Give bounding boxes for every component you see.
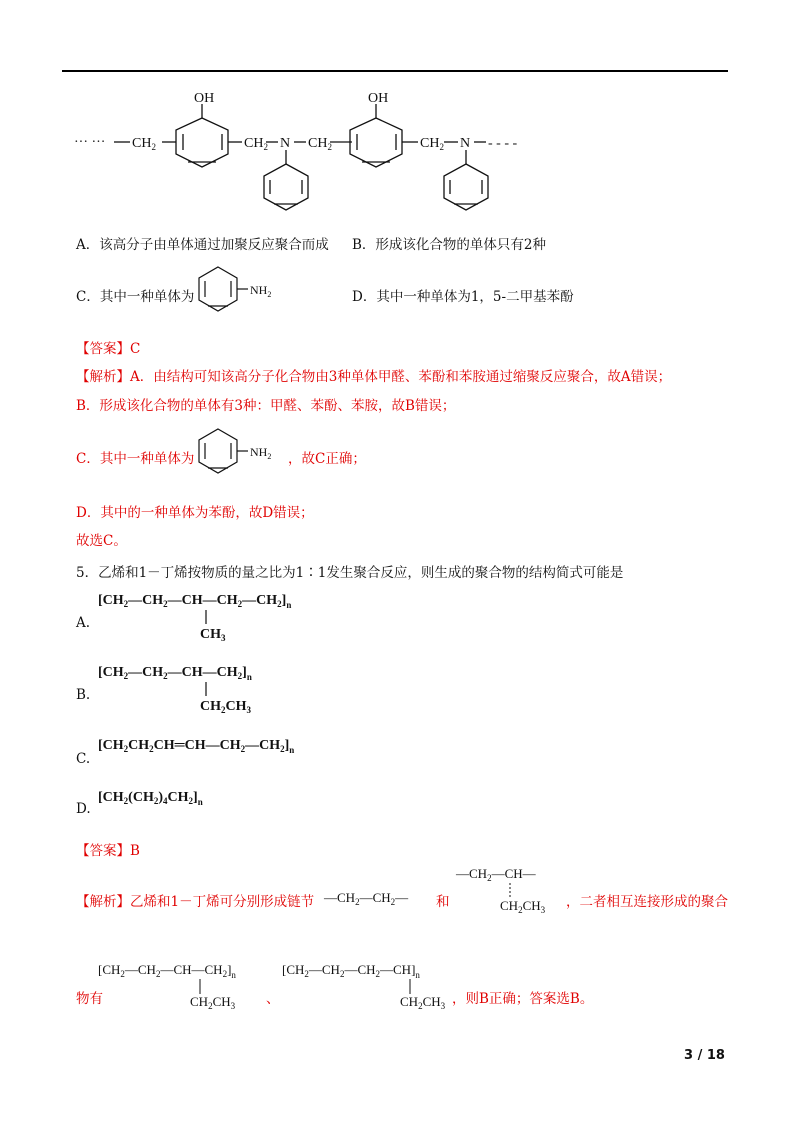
svg-text:CH2CH3: $CH_2CH_3$ (500, 898, 546, 915)
svg-text:—CH2—CH—: $—CH_2—CH—$ (456, 866, 536, 883)
q4-answer: 【答案】C (76, 341, 141, 357)
svg-text:[CH2CH2CH═CH—CH2—CH2]n: $[CH_2CH_2CH═CH—CH_2—CH_2]_n$ (98, 738, 295, 755)
svg-text:—CH2—CH2—: $—CH_2—CH_2—$ (324, 890, 409, 907)
svg-text:[CH2—CH2—CH2—CH]n: $[CH_2—CH_2—CH_2—CH]_n$ (282, 962, 420, 980)
svg-text:CH2CH3: $CH_2CH_3$ (190, 994, 236, 1011)
chain-left-dots: ··· ··· (74, 135, 106, 150)
n-label-1: N (280, 136, 291, 151)
n-label-2: N (460, 136, 471, 151)
svg-text:CH2: $CH_2$ (308, 136, 332, 152)
svg-text:[CH2—CH2—CH—CH2]n: $[CH_2—CH_2—CH—CH_2]_n$ (98, 665, 252, 682)
svg-text:CH2: $CH_2$ (132, 136, 156, 152)
q5-product-structure-2 (280, 958, 456, 1014)
q5-label-c: C. (76, 751, 91, 767)
header-rule (62, 70, 728, 72)
q5-line2-sep: 、 (266, 991, 280, 1007)
q4-option-c: C．其中一种单体为 (76, 289, 195, 305)
q4-analysis-line1: 【解析】A．由结构可知该高分子化合物由3种单体甲醛、苯酚和苯胺通过缩聚反应聚合，故A错误； (76, 369, 672, 385)
svg-text:NH2: $NH_2$ (250, 283, 272, 299)
q4-option-a: A．该高分子由单体通过加聚反应聚合而成 (76, 237, 329, 253)
ethylene-unit-structure (322, 886, 440, 910)
svg-text:CH2: $CH_2$ (420, 136, 444, 152)
q4-analysis-c-suffix: ，故C正确； (288, 451, 366, 467)
q5-label-a: A. (76, 615, 91, 631)
q4-analysis-line2: B．形成该化合物的单体有3种：甲醛、苯酚、苯胺，故B错误； (76, 398, 456, 414)
q4-analysis-line4: D．其中的一种单体为苯酚，故D错误； (76, 505, 314, 521)
svg-text:[CH2—CH2—CH—CH2—CH2]n: $[CH_2—CH_2—CH—CH_2—CH_2]_n$ (98, 593, 292, 610)
oh-label-1: OH (194, 92, 215, 106)
svg-text:CH2CH3: $CH_2CH_3$ (400, 994, 446, 1011)
q5-option-d-structure (96, 784, 296, 810)
q5-label-d: D. (76, 801, 91, 817)
q4-analysis-c-prefix: C．其中一种单体为 (76, 451, 195, 467)
q5-option-a-structure (96, 588, 336, 648)
q5-option-b-structure (96, 660, 336, 720)
oh-label-2: OH (368, 92, 389, 106)
q5-product-structure-1 (96, 958, 272, 1014)
chain-right-dots: - - - - (488, 136, 518, 151)
aniline-structure-analysis (196, 426, 286, 478)
q4-option-b: B．形成该化合物的单体只有2种 (352, 237, 547, 253)
aniline-structure-option (196, 264, 286, 316)
q5-line2-suffix: ，则B正确；答案选B。 (452, 991, 594, 1007)
svg-text:CH2CH3: $CH_2CH_3$ (200, 699, 251, 715)
svg-text:CH2: $CH_2$ (244, 136, 268, 152)
q5-analysis-prefix: 【解析】乙烯和1－丁烯可分别形成链节 (76, 894, 315, 910)
q4-conclusion: 故选C。 (76, 533, 127, 549)
page-number: 3 / 18 (684, 1048, 725, 1063)
svg-text:[CH2(CH2)4CH2]n: $[CH_2(CH_2)_4CH_2]_n$ (98, 790, 203, 807)
q5-analysis-and: 和 (436, 894, 450, 910)
svg-text:CH3: $CH_3$ (200, 627, 226, 643)
polymer-chain-structure (70, 92, 550, 212)
q5-line2-prefix: 物有 (76, 991, 103, 1007)
butene-unit-structure (454, 862, 564, 918)
q5-question: 5．乙烯和1－丁烯按物质的量之比为1∶1发生聚合反应，则生成的聚合物的结构简式可能是 (76, 565, 624, 581)
q5-analysis-suffix: ，二者相互连接形成的聚合 (566, 894, 728, 910)
svg-text:[CH2—CH2—CH—CH2]n: $[CH_2—CH_2—CH—CH_2]_n$ (98, 962, 236, 980)
q5-label-b: B. (76, 687, 91, 703)
q4-option-d: D．其中一种单体为1，5-二甲基苯酚 (352, 289, 574, 305)
q5-option-c-structure (96, 732, 356, 758)
q5-answer: 【答案】B (76, 843, 140, 859)
svg-text:NH2: $NH_2$ (250, 445, 272, 461)
